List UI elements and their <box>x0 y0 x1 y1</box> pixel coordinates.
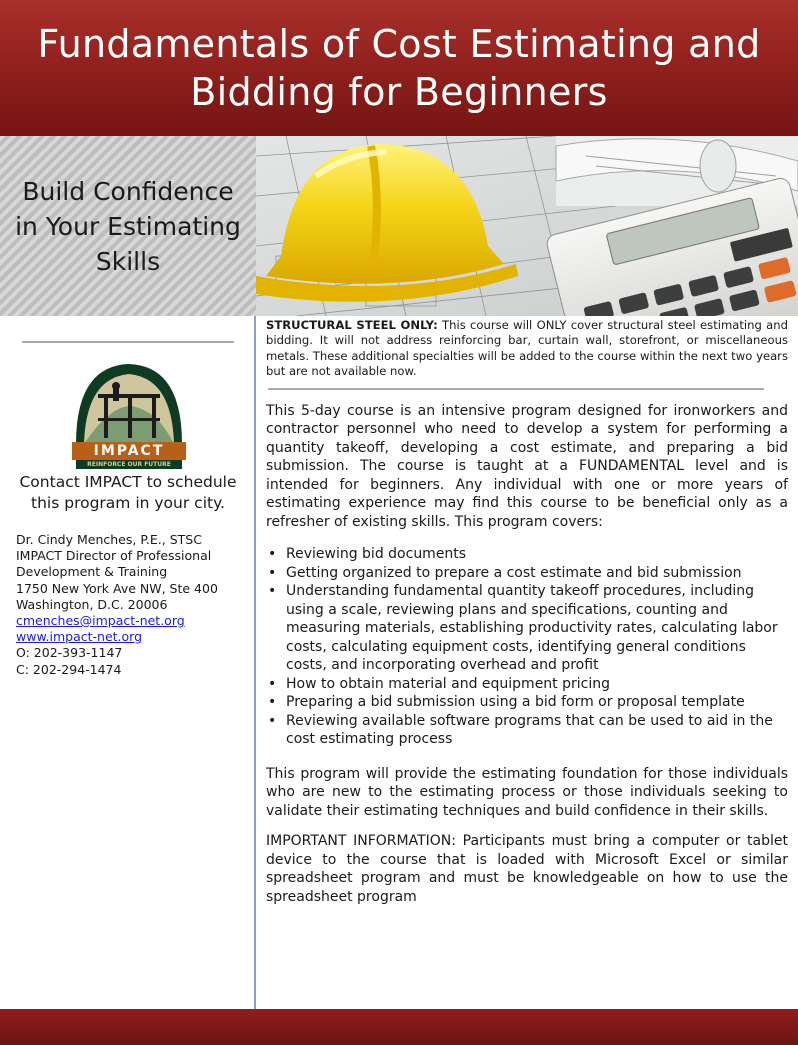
bullet-icon: • <box>268 546 277 563</box>
closing-paragraph: This program will provide the estimating foundation for those individuals who are new to the estimating process or those individuals seeking to validate their estimating techniques and build confidence in their skills. <box>266 765 788 819</box>
list-item: • Reviewing bid documents <box>268 546 467 563</box>
header-banner <box>0 0 798 136</box>
notice-divider <box>268 388 764 390</box>
structural-steel-notice <box>266 318 788 380</box>
list-item: • How to obtain material and equipment pricing <box>268 675 610 692</box>
contact-address-line-2: Washington, D.C. 20006 <box>16 596 168 612</box>
tagline-line-2: in Your Estimating <box>15 211 241 241</box>
tagline-line-3: Skills <box>95 246 161 276</box>
page-title-line-1: Fundamentals of Cost Estimating and <box>37 22 761 66</box>
contact-details <box>16 532 252 678</box>
page-title-line-2: Bidding for Beginners <box>190 70 608 114</box>
bullet-icon: • <box>268 564 277 581</box>
impact-logo <box>68 358 190 470</box>
list-item: • Getting organized to prepare a cost estimate and bid submission <box>268 564 742 581</box>
main-content <box>266 318 788 906</box>
contact-address-line-1: 1750 New York Ave NW, Ste 400 <box>16 580 218 596</box>
contact-email-link[interactable]: cmenches@impact-net.org <box>16 613 185 629</box>
course-intro: This 5-day course is an intensive program designed for ironworkers and contractor personnel who need to develop a system for performing a quantity takeoff, developing a cost estimate, and preparing a bid submission. The course is taught at a FUNDAMENTAL level and is intended for beginners. Any individual with one or more years of estimating experience may find this course to be beneficial only as a refresher of existing skills. This program covers: <box>266 402 788 530</box>
contact-cta-line-2: this program in your city. <box>31 494 225 512</box>
bullet-icon: • <box>268 712 277 729</box>
list-item: • Understanding fundamental quantity takeoff procedures, including using a scale, reviewing plans and specifications, counting and measuring materials, establishing productivity rates, calculating labor costs, calculating equipment costs, identifying general conditions costs, and incorporating overhead and profit <box>268 583 778 674</box>
tagline-panel <box>0 136 256 316</box>
hero-photo <box>256 136 798 316</box>
contact-cta-line-1: Contact IMPACT to schedule <box>19 473 237 491</box>
contact-role-line-1: IMPACT Director of Professional <box>16 548 212 564</box>
contact-website-link[interactable]: www.impact-net.org <box>16 629 143 645</box>
contact-name: Dr. Cindy Menches, P.E., STSC <box>16 532 202 547</box>
contact-role-line-2: Development & Training <box>16 564 168 580</box>
topics-list <box>266 545 788 749</box>
bullet-icon: • <box>268 583 277 600</box>
impact-logo-text: IMPACT <box>93 443 165 459</box>
contact-cta <box>8 472 248 514</box>
contact-cell-phone: C: 202-294-1474 <box>16 661 122 677</box>
notice-label: STRUCTURAL STEEL ONLY: <box>266 318 438 332</box>
bullet-icon: • <box>268 694 277 711</box>
list-item: • Preparing a bid submission using a bid form or proposal template <box>268 694 745 711</box>
left-divider <box>22 341 234 343</box>
bullet-icon: • <box>268 675 277 692</box>
important-information: IMPORTANT INFORMATION: Participants must bring a computer or tablet device to the course that is loaded with Microsoft Excel or similar spreadsheet program and must be knowledgeable on how to use the spreadsheet program <box>266 833 788 905</box>
contact-office-phone: O: 202-393-1147 <box>16 645 123 661</box>
tagline-line-1: Build Confidence <box>22 176 234 206</box>
notice-text: This course will ONLY cover structural steel estimating and bidding. It will not address reinforcing bar, curtain wall, storefront, or miscellaneous metals. These additional specialties will be added to the course within the next two years but are not available now. <box>266 318 788 379</box>
hero-photo-illustration <box>256 136 798 316</box>
impact-logo-subtext: REINFORCE OUR FUTURE <box>87 461 171 468</box>
list-item: • Reviewing available software programs that can be used to aid in the cost estimating process <box>268 712 773 748</box>
footer-bar <box>0 1009 798 1045</box>
